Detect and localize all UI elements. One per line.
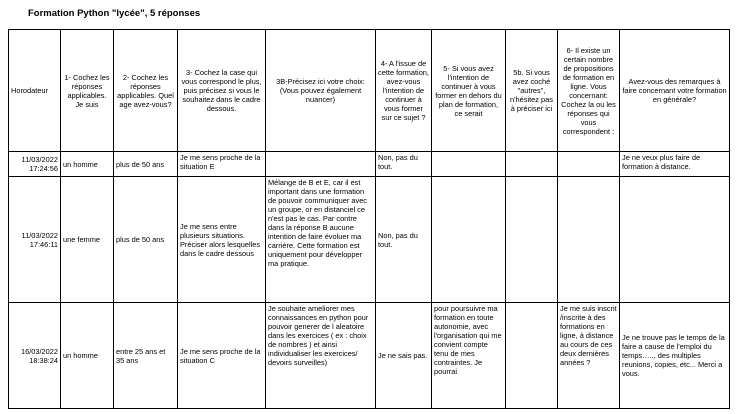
column-header-precision: 3B-Précisez ici votre choix: (Vous pouvez également nuancer) <box>266 30 376 152</box>
time: 17:46:11 <box>29 239 58 249</box>
precision-cell <box>266 152 376 177</box>
timestamp-cell <box>9 303 61 409</box>
en-ligne-cell: Je me suis inscrit /inscrite à des formations en ligne, à distance au cours de ces deux dernières années ? <box>558 303 620 409</box>
header-row <box>9 30 730 152</box>
responses-table <box>8 29 730 409</box>
column-header-je-suis: 1- Cochez les réponses applicables. Je suis <box>61 30 114 152</box>
situation-cell: Je me sens proche de la situation C <box>178 303 266 409</box>
hors-plan-cell <box>432 177 506 303</box>
remarques-cell <box>620 177 730 303</box>
autres-cell <box>506 177 558 303</box>
age-cell: plus de 50 ans <box>114 177 178 303</box>
column-header-autres: 5b. Si vous avez coché "autres", n'hésitez pas à préciser ici <box>506 30 558 152</box>
autres-cell <box>506 152 558 177</box>
hors-plan-cell <box>432 152 506 177</box>
column-header-continuer: 4- A l'issue de cette formation, avez-vous l'intention de continuer à vous former sur ce sujet ? <box>376 30 432 152</box>
date: 11/03/2022 <box>21 230 58 240</box>
table-row <box>9 303 730 409</box>
continuer-cell: Non, pas du tout. <box>376 152 432 177</box>
je-suis-cell: un homme <box>61 303 114 409</box>
table-row <box>9 152 730 177</box>
column-header-horodateur: Horodateur <box>9 30 61 152</box>
remarques-cell: Je ne trouve pas le temps de la faire a cause de l'emploi du temps….., des multiples reunions, copies, etc... Merci a vous. <box>620 303 730 409</box>
precision-cell: Je souhaite ameliorer mes connaissances en python pour pouvoir generer de l aleatoire dans les exercices ( ex : choix de nombres ) et ainsi individualiser les exercices/ devoirs surveilles) <box>266 303 376 409</box>
je-suis-cell: une femme <box>61 177 114 303</box>
column-header-hors-plan: 5- Si vous avez l'intention de continuer à vous former en dehors du plan de formation, ce serait <box>432 30 506 152</box>
timestamp-cell <box>9 177 61 303</box>
situation-cell: Je me sens proche de la situation E <box>178 152 266 177</box>
situation-cell: Je me sens entre plusieurs situations. Préciser alors lesquelles dans le cadre dessous <box>178 177 266 303</box>
precision-cell: Mélange de B et E, car il est important dans une formation de pouvoir communiquer avec un groupe, or en distanciel ce n'est pas le cas. Par contre dans la réponse B aucune intention de faire évoluer ma carrière. Cette formation est uniquement pour développer ma pratique. <box>266 177 376 303</box>
column-header-situation: 3- Cochez la case qui vous correspond le plus, puis précisez si vous le souhaitez dans le cadre dessous. <box>178 30 266 152</box>
autres-cell <box>506 303 558 409</box>
remarques-cell: Je ne veux plus faire de formation à distance. <box>620 152 730 177</box>
age-cell: entre 25 ans et 35 ans <box>114 303 178 409</box>
column-header-remarques: Avez-vous des remarques à faire concernant votre formation en générale? <box>620 30 730 152</box>
hors-plan-cell: pour poursuivre ma formation en toute autonomie, avec l'organisation qui me convient compte tenu de mes contraintes. Je pourrai <box>432 303 506 409</box>
column-header-age: 2- Cochez les réponses applicables. Quel age avez-vous? <box>114 30 178 152</box>
date: 16/03/2022 <box>21 346 58 356</box>
column-header-en-ligne: 6- Il existe un certain nombre de propositions de formation en ligne. Vous concernant: Cochez la ou les réponses qui vous correspondent : <box>558 30 620 152</box>
je-suis-cell: un homme <box>61 152 114 177</box>
age-cell: plus de 50 ans <box>114 152 178 177</box>
page-title: Formation Python "lycée", 5 réponses <box>28 8 201 19</box>
en-ligne-cell <box>558 177 620 303</box>
en-ligne-cell <box>558 152 620 177</box>
time: 18:38:24 <box>29 355 58 365</box>
continuer-cell: Non, pas du tout. <box>376 177 432 303</box>
continuer-cell: Je ne sais pas. <box>376 303 432 409</box>
date: 11/03/2022 <box>21 155 58 164</box>
table-row <box>9 177 730 303</box>
time: 17:24:56 <box>29 164 58 173</box>
timestamp-cell <box>9 152 61 177</box>
